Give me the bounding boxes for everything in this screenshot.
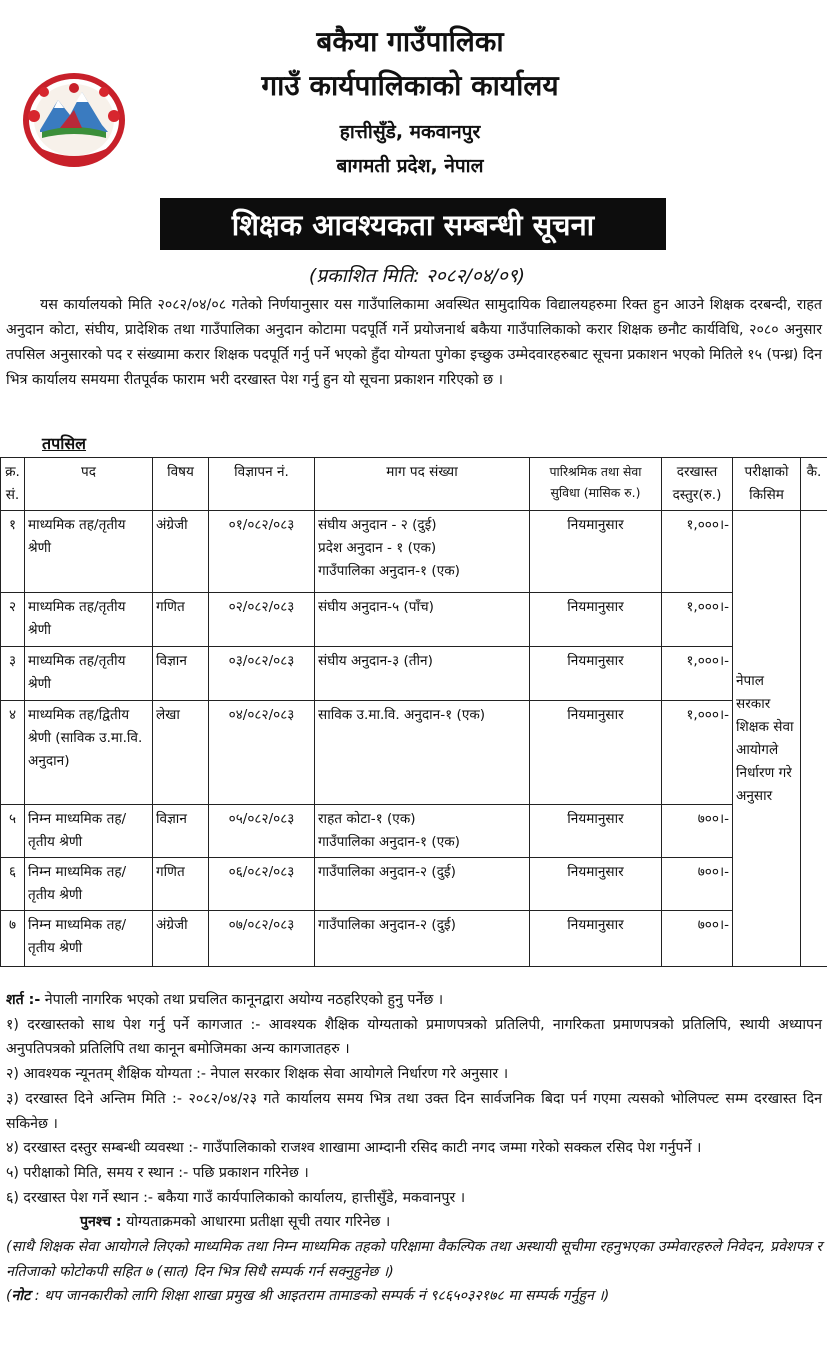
cell-demand: राहत कोटा-१ (एक) गाउँपालिका अनुदान-१ (एक) [315, 805, 530, 858]
vacancy-table [0, 457, 827, 967]
cell-subject: अंग्रेजी [153, 911, 209, 967]
cell-post: माध्यमिक तह/द्वितीय श्रेणी (साविक उ.मा.वि. अनुदान) [25, 701, 153, 805]
cell-subject: गणित [153, 858, 209, 911]
header-subject: विषय [153, 458, 209, 511]
terms-label: शर्त :- [6, 992, 41, 1008]
cell-post: निम्न माध्यमिक तह/तृतीय श्रेणी [25, 805, 153, 858]
terms-item: ५) परीक्षाको मिति, समय र स्थान :- पछि प्रकाशन गरिनेछ । [6, 1164, 309, 1181]
header-demand: माग पद संख्या [315, 458, 530, 511]
cell-salary: नियमानुसार [530, 911, 662, 967]
cell-post: माध्यमिक तह/तृतीय श्रेणी [25, 647, 153, 701]
cell-remark [801, 511, 827, 967]
table-caption: तपसिल [42, 434, 87, 453]
header-sn: क्र. सं. [1, 458, 25, 511]
cell-demand: गाउँपालिका अनुदान-२ (दुई) [315, 911, 530, 967]
cell-salary: नियमानुसार [530, 647, 662, 701]
note-contact: : थप जानकारीको लागि शिक्षा शाखा प्रमुख श्री आइतराम तामाङको सम्पर्क नं ९८६५०३२१७८ मा सम्पर्क गर्नुहुन ।) [34, 1288, 610, 1305]
cell-fee: ७००।- [662, 911, 733, 967]
cell-adv-no: ०३/०८२/०८३ [209, 647, 315, 701]
published-date: (प्रकाशित मिति: २०८२/०४/०९) [308, 265, 526, 287]
cell-fee: १,०००।- [662, 647, 733, 701]
terms-section [6, 988, 822, 1309]
cell-salary: नियमानुसार [530, 858, 662, 911]
header-fee: दरखास्त दस्तुर(रु.) [662, 458, 733, 511]
cell-salary: नियमानुसार [530, 805, 662, 858]
addendum-line [6, 1210, 822, 1235]
cell-demand: संघीय अनुदान-५ (पाँच) [315, 593, 530, 647]
terms-item: १) दरखास्तको साथ पेश गर्नु पर्ने कागजात :- आवश्यक शैक्षिक योग्यताको प्रमाणपत्रको प्रतिलिपी, नागरिकता प्रमाणपत्रको प्रतिलिपि, स्थायी अध्यापन अनुपतिपत्रको प्रतिलिपि तथा कानून बमोजिमका अन्य कागजातहरु । [6, 1016, 822, 1058]
cell-sn: ६ [1, 858, 25, 911]
cell-demand: गाउँपालिका अनुदान-२ (दुई) [315, 858, 530, 911]
table-row [1, 805, 827, 858]
cell-adv-no: ०५/०८२/०८३ [209, 805, 315, 858]
cell-fee: १,०००।- [662, 593, 733, 647]
cell-fee: ७००।- [662, 805, 733, 858]
cell-sn: ७ [1, 911, 25, 967]
header-adv-no: विज्ञापन नं. [209, 458, 315, 511]
cell-adv-no: ०६/०८२/०८३ [209, 858, 315, 911]
cell-sn: ४ [1, 701, 25, 805]
cell-demand: साविक उ.मा.वि. अनुदान-१ (एक) [315, 701, 530, 805]
cell-exam-type: नेपाल सरकार शिक्षक सेवा आयोगले निर्धारण गरे अनुसार [733, 511, 801, 967]
table-header-row [1, 458, 827, 511]
terms-item: ३) दरखास्त दिने अन्तिम मिति :- २०८२/०४/२३ गते कार्यालय समय भित्र तथा उक्त दिन सार्वजनिक बिदा पर्न गएमा त्यसको भोलिपल्ट सम्म दरखास्त दिन सकिनेछ । [6, 1090, 822, 1132]
cell-fee: १,०००।- [662, 511, 733, 593]
cell-sn: ३ [1, 647, 25, 701]
cell-post: माध्यमिक तह/तृतीय श्रेणी [25, 593, 153, 647]
cell-post: निम्न माध्यमिक तह/तृतीय श्रेणी [25, 911, 153, 967]
cell-demand: संघीय अनुदान-३ (तीन) [315, 647, 530, 701]
cell-adv-no: ०४/०८२/०८३ [209, 701, 315, 805]
notice-title: शिक्षक आवश्यकता सम्बन्धी सूचना [160, 198, 666, 250]
cell-sn: ५ [1, 805, 25, 858]
cell-subject: अंग्रेजी [153, 511, 209, 593]
office-name: बकैया गाउँपालिका [316, 25, 504, 58]
cell-subject: विज्ञान [153, 647, 209, 701]
table-row [1, 593, 827, 647]
note-label: नोट [11, 1288, 31, 1305]
cell-adv-no: ०७/०८२/०८३ [209, 911, 315, 967]
cell-subject: लेखा [153, 701, 209, 805]
header-remark: कै. [801, 458, 827, 511]
header-post: पद [25, 458, 153, 511]
table-row [1, 701, 827, 805]
office-address: हात्तीसुँडे, मकवानपुर [339, 121, 481, 143]
addendum-label: पुनश्च : [80, 1214, 122, 1231]
cell-adv-no: ०१/०८२/०८३ [209, 511, 315, 593]
addendum-text: योग्यताक्रमको आधारमा प्रतीक्षा सूची तयार गरिनेछ । [126, 1214, 391, 1231]
terms-main: नेपाली नागरिक भएको तथा प्रचलित कानूनद्वारा अयोग्य नठहरिएको हुनु पर्नेछ । [44, 992, 444, 1008]
terms-item: २) आवश्यक न्यूनतम् शैक्षिक योग्यता :- नेपाल सरकार शिक्षक सेवा आयोगले निर्धारण गरे अनुसार । [6, 1066, 509, 1083]
terms-item: ४) दरखास्त दस्तुर सम्बन्धी व्यवस्था :- गाउँपालिकाको राजश्व शाखामा आम्दानी रसिद काटी नगद जम्मा गरेको सक्कल रसिद पेश गर्नुपर्ने । [6, 1140, 702, 1157]
cell-fee: ७००।- [662, 858, 733, 911]
office-type: गाउँ कार्यपालिकाको कार्यालय [261, 69, 559, 102]
table-row [1, 511, 827, 593]
reserve-list-note: (साथै शिक्षक सेवा आयोगले लिएको माध्यमिक तथा निम्न माध्यमिक तहको परिक्षामा वैकल्पिक तथा अस्थायी सूचीमा रहनुभएका उम्मेवारहरुले निवेदन, प्रवेशपत्र र नतिजाको फोटोकपी सहित ७ (सात) दिन भित्र सिधै सम्पर्क गर्न सक्नुहुनेछ ।) [6, 1239, 822, 1280]
cell-salary: नियमानुसार [530, 511, 662, 593]
nepal-emblem-icon [20, 70, 128, 170]
cell-salary: नियमानुसार [530, 593, 662, 647]
cell-post: माध्यमिक तह/तृतीय श्रेणी [25, 511, 153, 593]
cell-subject: विज्ञान [153, 805, 209, 858]
cell-salary: नियमानुसार [530, 701, 662, 805]
cell-post: निम्न माध्यमिक तह/तृतीय श्रेणी [25, 858, 153, 911]
contact-note: (नोट : थप जानकारीको लागि शिक्षा शाखा प्रमुख श्री आइतराम तामाङको सम्पर्क नं ९८६५०३२१७८ मा सम्पर्क गर्नुहुन ।) [6, 1288, 610, 1305]
header-salary: पारिश्रमिक तथा सेवा सुविधा (मासिक रु.) [530, 458, 662, 511]
table-row [1, 858, 827, 911]
cell-sn: २ [1, 593, 25, 647]
cell-fee: १,०००।- [662, 701, 733, 805]
cell-subject: गणित [153, 593, 209, 647]
header-exam: परीक्षाको किसिम [733, 458, 801, 511]
cell-adv-no: ०२/०८२/०८३ [209, 593, 315, 647]
table-row [1, 911, 827, 967]
intro-paragraph: यस कार्यालयको मिति २०८२/०४/०८ गतेको निर्णयानुसार यस गाउँपालिकामा अवस्थित सामुदायिक विद्यालयहरुमा रिक्त हुन आउने शिक्षक दरबन्दी, राहत अनुदान कोटा, संघीय, प्रादेशिक तथा गाउँपालिका अनुदान कोटामा पदपूर्ति गर्ने प्रयोजनार्थ बकैया गाउँपालिकाको करार शिक्षक छनौट कार्यविधि, २०८० अनुसार तपसिल अनुसारको पद र संख्यामा करार शिक्षक पदपूर्ति गर्नु पर्ने भएको हुँदा योग्यता पुगेका इच्छुक उम्मेदवारहरुबाट सूचना प्रकाशन भएको मितिले १५ (पन्ध्र) दिन भित्र कार्यालय समयमा रीतपूर्वक फाराम भरी दरखास्त पेश गर्नु हुन यो सूचना प्रकाशन गरिएको छ । [6, 297, 822, 388]
terms-item: ६) दरखास्त पेश गर्ने स्थान :- बकैया गाउँ कार्यपालिकाको कार्यालय, हात्तीसुँडे, मकवानपुर । [6, 1189, 466, 1206]
office-province: बागमती प्रदेश, नेपाल [336, 155, 484, 177]
cell-demand: संघीय अनुदान - २ (दुई) प्रदेश अनुदान - १ (एक) गाउँपालिका अनुदान-१ (एक) [315, 511, 530, 593]
terms-main-line [6, 988, 822, 1013]
cell-sn: १ [1, 511, 25, 593]
table-row [1, 647, 827, 701]
